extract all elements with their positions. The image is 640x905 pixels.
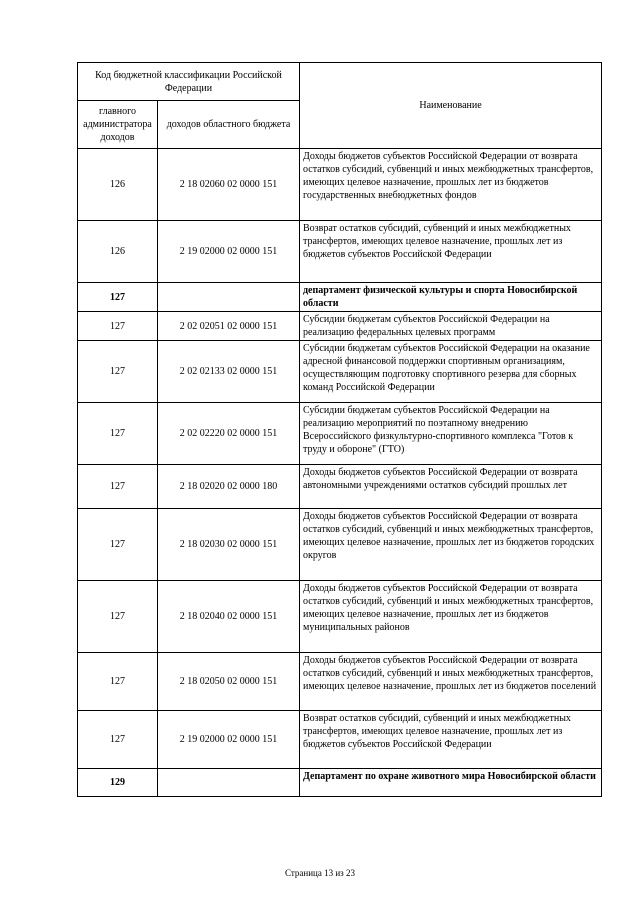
table-row [78,769,602,797]
name-cell: Доходы бюджетов субъектов Российской Федерации от возврата остатков субсидий, субвенций и иных межбюджетных трансфертов, имеющих целевое назначение, прошлых лет из бюджетов городских округов [300,509,602,581]
admin-code-cell: 127 [78,581,158,653]
name-cell: Субсидии бюджетам субъектов Российской Федерации на оказание адресной финансовой поддержки спортивным организациям, осуществляющим подготовку спортивного резерва для сборных команд Российской Федерации [300,341,602,403]
name-cell: Субсидии бюджетам субъектов Российской Федерации на реализацию мероприятий по поэтапному внедрению Всероссийского физкультурно-спортивного комплекса "Готов к труду и обороне" (ГТО) [300,403,602,465]
admin-code-cell: 127 [78,341,158,403]
admin-code-cell: 127 [78,403,158,465]
name-cell: Возврат остатков субсидий, субвенций и иных межбюджетных трансфертов, имеющих целевое назначение, прошлых лет из бюджетов субъектов Российской Федерации [300,711,602,769]
revenue-code-cell [158,283,300,312]
admin-code-cell: 127 [78,312,158,341]
budget-classification-table [77,62,602,797]
name-cell: Субсидии бюджетам субъектов Российской Федерации на реализацию федеральных целевых программ [300,312,602,341]
table-row [78,149,602,221]
admin-code-cell: 126 [78,149,158,221]
revenue-code-cell: 2 18 02060 02 0000 151 [158,149,300,221]
revenue-code-cell: 2 02 02133 02 0000 151 [158,341,300,403]
table-row [78,403,602,465]
revenue-code-cell: 2 02 02051 02 0000 151 [158,312,300,341]
table-row [78,341,602,403]
name-cell: Департамент по охране животного мира Новосибирской области [300,769,602,797]
admin-code-cell: 127 [78,283,158,312]
revenue-code-cell: 2 18 02020 02 0000 180 [158,465,300,509]
table-row [78,221,602,283]
table-row [78,465,602,509]
header-regional-budget-revenue: доходов областного бюджета [158,101,300,149]
name-cell: Возврат остатков субсидий, субвенций и иных межбюджетных трансфертов, имеющих целевое назначение, прошлых лет из бюджетов субъектов Российской Федерации [300,221,602,283]
revenue-code-cell: 2 19 02000 02 0000 151 [158,221,300,283]
revenue-code-cell: 2 19 02000 02 0000 151 [158,711,300,769]
name-cell: Доходы бюджетов субъектов Российской Федерации от возврата остатков субсидий, субвенций и иных межбюджетных трансфертов, имеющих целевое назначение, прошлых лет из бюджетов государственных внебюджетных фондов [300,149,602,221]
table-row [78,653,602,711]
table-body [78,149,602,797]
header-name: Наименование [300,63,602,149]
admin-code-cell: 127 [78,653,158,711]
admin-code-cell: 129 [78,769,158,797]
admin-code-cell: 127 [78,509,158,581]
table-row [78,283,602,312]
revenue-code-cell: 2 02 02220 02 0000 151 [158,403,300,465]
revenue-code-cell [158,769,300,797]
name-cell: Доходы бюджетов субъектов Российской Федерации от возврата остатков субсидий, субвенций и иных межбюджетных трансфертов, имеющих целевое назначение, прошлых лет из бюджетов поселений [300,653,602,711]
admin-code-cell: 127 [78,465,158,509]
admin-code-cell: 127 [78,711,158,769]
table-row [78,509,602,581]
header-classification-code: Код бюджетной классификации Российской Федерации [78,63,300,101]
name-cell: Доходы бюджетов субъектов Российской Федерации от возврата остатков субсидий, субвенций и иных межбюджетных трансфертов, имеющих целевое назначение, прошлых лет из бюджетов муниципальных районов [300,581,602,653]
name-cell: департамент физической культуры и спорта Новосибирской области [300,283,602,312]
table-header [78,63,602,149]
page-number: Страница 13 из 23 [285,868,355,878]
header-main-administrator: главного администратора доходов [78,101,158,149]
name-cell: Доходы бюджетов субъектов Российской Федерации от возврата автономными учреждениями остатков субсидий прошлых лет [300,465,602,509]
revenue-code-cell: 2 18 02050 02 0000 151 [158,653,300,711]
table-row [78,711,602,769]
table-row [78,312,602,341]
table-row [78,581,602,653]
revenue-code-cell: 2 18 02030 02 0000 151 [158,509,300,581]
revenue-code-cell: 2 18 02040 02 0000 151 [158,581,300,653]
admin-code-cell: 126 [78,221,158,283]
